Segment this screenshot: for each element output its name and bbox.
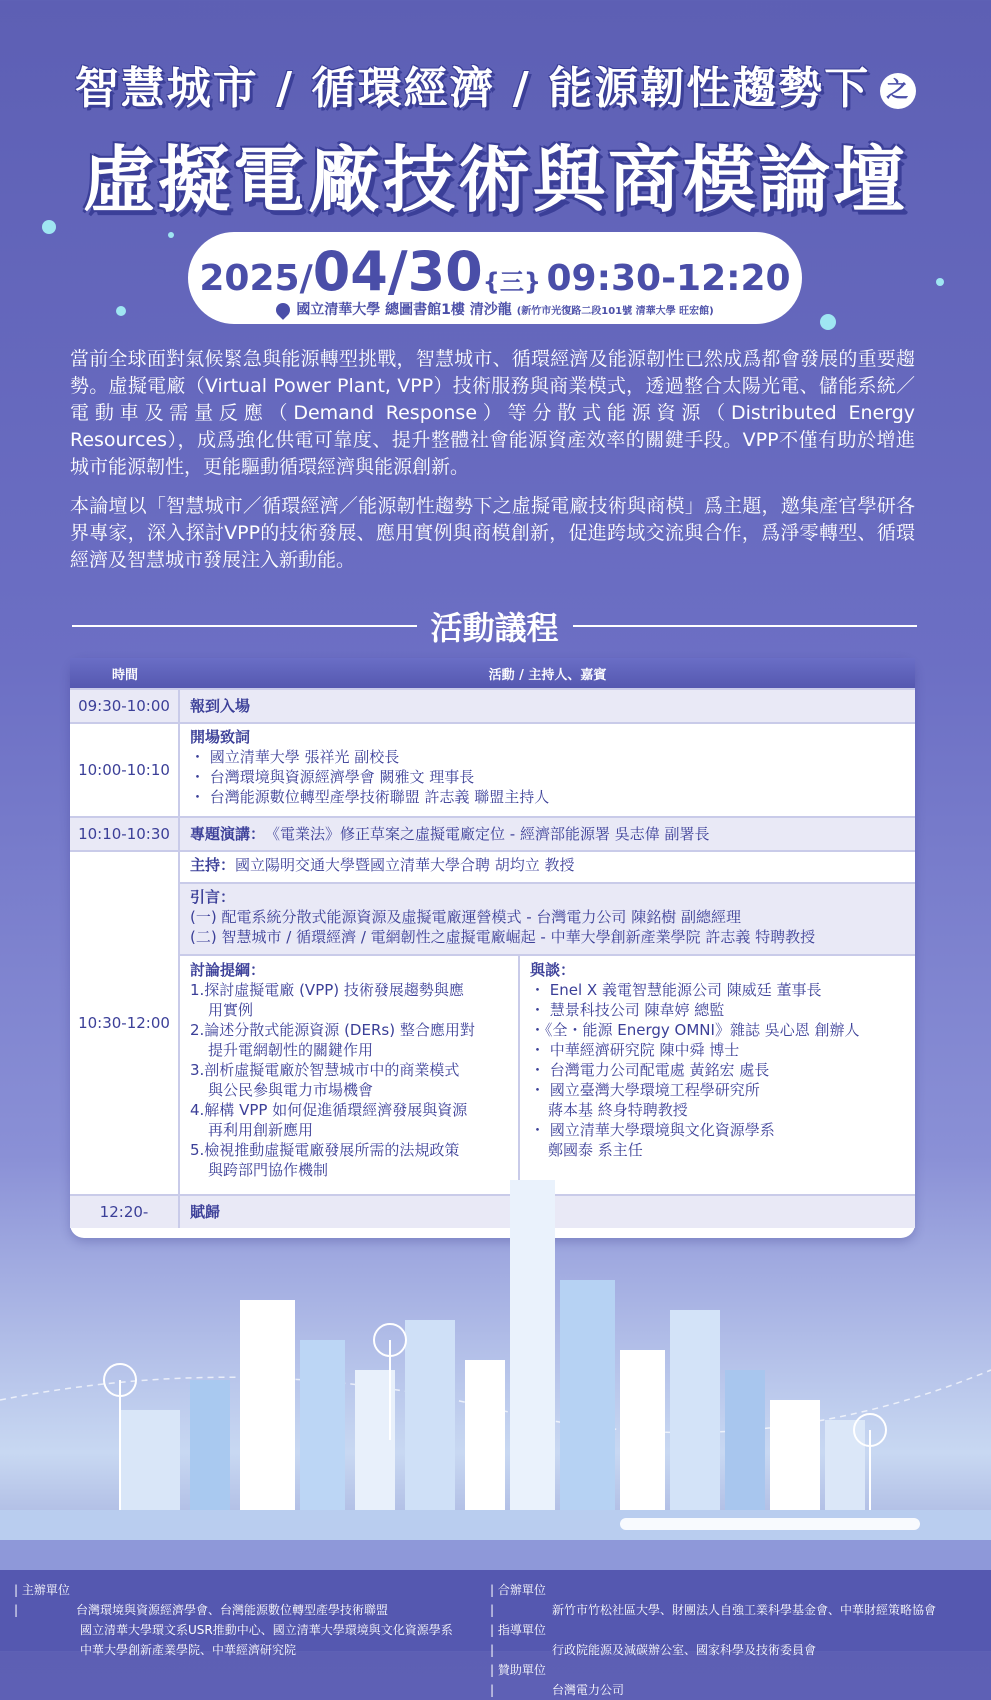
- table-row: [70, 688, 915, 722]
- list-item-cont: 與公民參與電力市場機會: [208, 1081, 374, 1099]
- discussion-topics: [180, 956, 520, 1194]
- agenda-table: [70, 658, 915, 1238]
- table-row: [70, 816, 915, 850]
- agenda-heading-text: 活動議程: [430, 609, 559, 647]
- event-datetime: [188, 240, 802, 303]
- intro-text: [70, 346, 915, 586]
- row-time: 10:10-10:30: [70, 818, 180, 850]
- list-item: ・ 國立臺灣大學環境工程學研究所: [530, 1081, 760, 1099]
- list-item: ・ 國立清華大學 張祥光 副校長: [190, 748, 400, 766]
- divider: [573, 625, 918, 627]
- footer-credits: [0, 1570, 991, 1697]
- list-item: (二) 智慧城市 / 循環經濟 / 電網韌性之虛擬電廠崛起 - 中華大學創新產業學院 許志義 特聘教授: [190, 928, 816, 946]
- host-label: 主持：: [190, 856, 236, 874]
- intro-paragraph-2: 本論壇以「智慧城市／循環經濟／能源韌性趨勢下之虛擬電廠技術與商模」爲主題，邀集產官學研各界專家，深入探討VPP的技術發展、應用實例與商模創新，促進跨域交流與合作，爲淨零轉型、循環經濟及智慧城市發展注入新動能。: [70, 495, 915, 571]
- intro-paragraph-1: 當前全球面對氣候緊急與能源轉型挑戰，智慧城市、循環經濟及能源韌性已然成爲都會發展的重要趨勢。虛擬電廠（Virtual Power Plant, VPP）技術服務與商業模式，透過整合太陽光電、儲能系統／電動車及需量反應（Demand Response）等分散式能源資源（Distributed Energy Resources），成爲強化供電可靠度、提升整體社會能源資產效率的關鍵手段。VPP不僅有助於增進城市能源韌性，更能驅動循環經濟與能源創新。: [70, 348, 915, 478]
- decor-dot: [936, 278, 944, 286]
- list-item-cont: 鄭國泰 系主任: [548, 1141, 643, 1159]
- event-time: 09:30-12:20: [546, 258, 791, 299]
- keynote-text: 《電業法》修正草案之虛擬電廠定位 - 經濟部能源署 吳志偉 副署長: [265, 825, 710, 843]
- panel-label: 與談：: [530, 961, 576, 979]
- organizer-line-3: 中華大學創新產業學院、中華經濟研究院: [80, 1643, 297, 1657]
- list-item-cont: 提升電網韌性的關鍵作用: [208, 1041, 374, 1059]
- decor-dot: [116, 306, 126, 316]
- list-item: ・ 中華經濟研究院 陳中舜 博士: [530, 1041, 740, 1059]
- date-pill: [188, 232, 802, 324]
- opening-title: 開場致詞: [190, 728, 251, 746]
- location-pin-icon: [273, 300, 293, 320]
- guidance-text: 行政院能源及減碳辦公室、國家科學及技術委員會: [552, 1643, 817, 1657]
- footer-partners: [490, 1580, 980, 1700]
- footer-organizers: [14, 1580, 484, 1660]
- row-activity: 報到入場: [190, 697, 251, 715]
- table-header: [70, 658, 915, 688]
- list-item: (一) 配電系統分散式能源資源及虛擬電廠運營模式 - 台灣電力公司 陳銘樹 副總經理: [190, 908, 741, 926]
- list-item: ・ 台灣電力公司配電處 黃銘宏 處長: [530, 1061, 770, 1079]
- list-item: ・ Enel X 義電智慧能源公司 陳威廷 董事長: [530, 981, 822, 999]
- agenda-heading: [72, 606, 917, 646]
- date-month-day: 04/30: [312, 240, 483, 303]
- intro-talks: [180, 882, 915, 954]
- intro-talks-label: 引言：: [190, 888, 236, 906]
- row-activity: [180, 818, 915, 850]
- city-skyline-illustration: [0, 1240, 991, 1570]
- column-header-activity: 活動 / 主持人、嘉賓: [488, 667, 607, 683]
- row-activity: [180, 724, 915, 816]
- co-organizer-label: | 合辦單位 |: [490, 1583, 546, 1617]
- list-item-cont: 與跨部門協作機制: [208, 1161, 329, 1179]
- title-line-1-text: 智慧城市 / 循環經濟 / 能源韌性趨勢下: [74, 63, 871, 114]
- co-organizer-text: 新竹市竹松社區大學、財團法人自強工業科學基金會、中華財經策略協會: [552, 1603, 937, 1617]
- decor-dot: [820, 314, 836, 330]
- row-activity: [180, 852, 915, 1194]
- panelists: [520, 956, 915, 1194]
- row-time: 10:30-12:00: [70, 852, 180, 1194]
- address-text: (新竹市光復路二段101號 清華大學 旺宏館): [516, 306, 714, 317]
- list-item-cont: 蔣本基 終身特聘教授: [548, 1101, 688, 1119]
- divider: [72, 625, 417, 627]
- date-year: 2025/: [199, 258, 313, 299]
- list-item: ・ 國立清華大學環境與文化資源學系: [530, 1121, 775, 1139]
- organizer-line-1: 台灣環境與資源經濟學會、台灣能源數位轉型產學技術聯盟: [76, 1603, 389, 1617]
- list-item: 4.解構 VPP 如何促進循環經濟發展與資源: [190, 1101, 468, 1119]
- table-row: [70, 850, 915, 1194]
- list-item: 3.剖析虛擬電廠於智慧城市中的商業模式: [190, 1061, 460, 1079]
- list-item-cont: 再利用創新應用: [208, 1121, 314, 1139]
- list-item: 2.論述分散式能源資源 (DERs) 整合應用對: [190, 1021, 475, 1039]
- sponsor-label: | 贊助單位 |: [490, 1663, 546, 1697]
- topics-label: 討論提綱：: [190, 961, 266, 979]
- table-row: [70, 722, 915, 816]
- column-header-time: 時間: [111, 667, 138, 683]
- title-line-1: [0, 52, 991, 116]
- list-item-cont: 用實例: [208, 1001, 254, 1019]
- table-row: [70, 1194, 915, 1228]
- keynote-label: 專題演講：: [190, 825, 266, 843]
- list-item: ・《全・能源 Energy OMNI》雜誌 吳心恩 創辦人: [530, 1021, 860, 1039]
- page-title: 虛擬電廠技術與商模論壇: [82, 138, 908, 222]
- list-item: ・ 慧景科技公司 陳韋婷 總監: [530, 1001, 725, 1019]
- row-activity: 賦歸: [190, 1203, 221, 1221]
- organizer-line-2: 國立清華大學環文系USR推動中心、國立清華大學環境與文化資源學系: [80, 1623, 453, 1637]
- host-text: 國立陽明交通大學暨國立清華大學合聘 胡均立 教授: [235, 856, 575, 874]
- list-item: ・ 台灣環境與資源經濟學會 闕雅文 理事長: [190, 768, 475, 786]
- event-location: [188, 299, 802, 319]
- list-item: 5.檢視推動虛擬電廠發展所需的法規政策: [190, 1141, 460, 1159]
- decor-dot: [168, 232, 174, 238]
- date-weekday: {三}: [482, 268, 541, 296]
- guidance-label: | 指導單位 |: [490, 1623, 546, 1657]
- location-text: 國立清華大學 總圖書館1樓 清沙龍: [296, 302, 512, 318]
- host-line: [180, 852, 915, 882]
- row-time: 12:20-: [70, 1196, 180, 1228]
- title-zhi-badge: 之: [880, 73, 916, 109]
- list-item: ・ 台灣能源數位轉型產學技術聯盟 許志義 聯盟主持人: [190, 788, 550, 806]
- organizer-label: | 主辦單位 |: [14, 1583, 70, 1617]
- row-time: 10:00-10:10: [70, 724, 180, 816]
- list-item: 1.探討虛擬電廠 (VPP) 技術發展趨勢與應: [190, 981, 464, 999]
- discussion-section: [180, 954, 915, 1194]
- sponsor-text: 台灣電力公司: [552, 1683, 625, 1697]
- row-time: 09:30-10:00: [70, 690, 180, 722]
